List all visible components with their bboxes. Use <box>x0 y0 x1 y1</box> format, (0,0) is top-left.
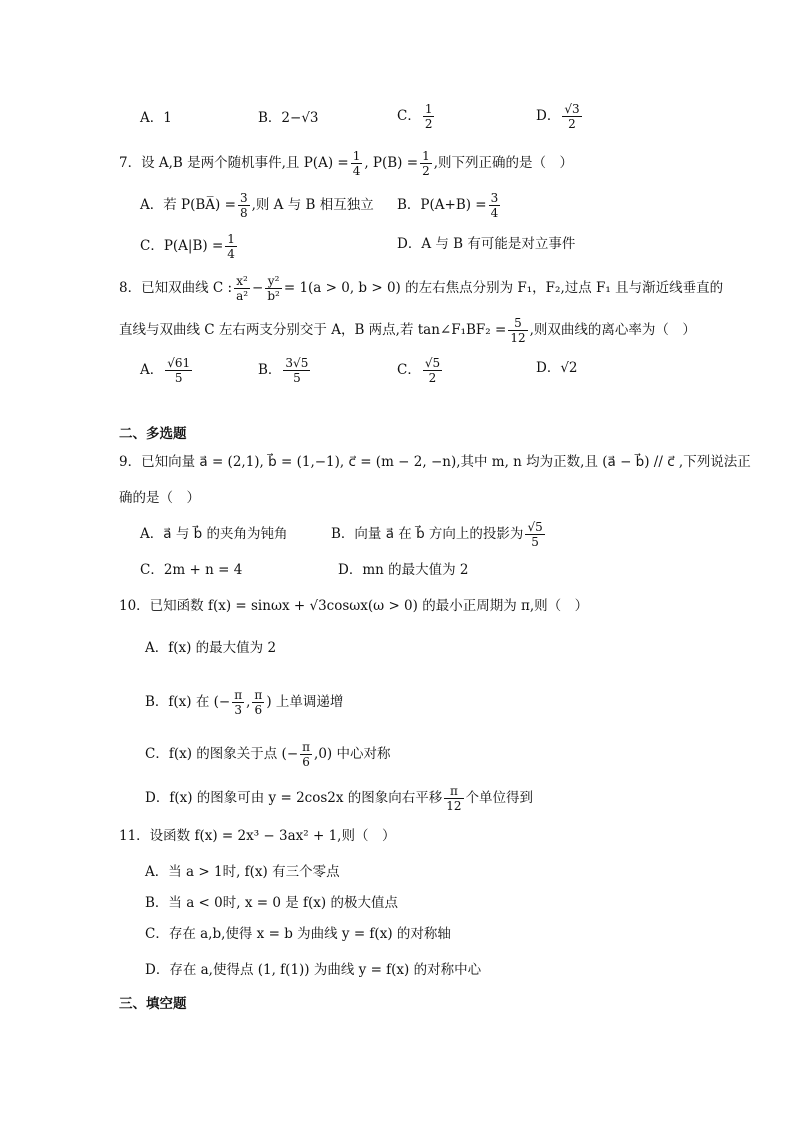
q9-option-b-text: B．向量 a⃗ 在 b⃗ 方向上的投影为 <box>331 526 524 542</box>
numerator: x² <box>234 274 250 289</box>
numerator: y² <box>265 274 282 289</box>
q8-stem2-part-a: 直线与双曲线 C 左右两支分别交于 A，B 两点,若 tan∠F₁BF₂ = <box>119 322 507 338</box>
numerator: 5 <box>508 316 527 331</box>
section-heading-fill-in-blank: 三、填空题 <box>119 996 187 1012</box>
denominator: 6 <box>302 755 310 769</box>
q7-stem-part-b: , P(B) = <box>364 155 419 171</box>
q7-option-a <box>140 191 374 220</box>
numerator: π <box>302 740 311 754</box>
q6-option-c <box>397 102 436 131</box>
q7-option-a-tail: ,则 A 与 B 相互独立 <box>251 197 374 213</box>
q10-option-d-pre: D．f(x) 的图象可由 y = 2cos2x 的图象向右平移 <box>145 790 443 806</box>
numerator: √3 <box>564 102 580 116</box>
q7-option-d: D．A 与 B 有可能是对立事件 <box>397 236 576 252</box>
q10-option-c-post: ,0) 中心对称 <box>314 746 391 762</box>
q6-option-a: A．1 <box>140 110 172 126</box>
fraction <box>265 274 282 303</box>
denominator: 8 <box>239 206 248 220</box>
q8-option-b-label: B． <box>258 362 282 378</box>
numerator: π <box>444 784 463 799</box>
q10-stem: 10．已知函数 f(x) = sinωx + √3cosωx(ω > 0) 的最小正周期为 π,则（ ） <box>119 598 589 614</box>
denominator: 4 <box>352 164 361 178</box>
q9-option-c: C．2m + n = 4 <box>140 562 243 578</box>
numerator: π <box>234 688 243 702</box>
denominator: 2 <box>428 371 437 385</box>
denominator: 2 <box>568 117 576 131</box>
fraction <box>508 316 527 345</box>
q8-stem1-part-a: 8．已知双曲线 C : <box>119 280 233 296</box>
q8-option-b <box>258 356 312 385</box>
q7-option-b-text: B．P(A+B) = <box>397 197 487 213</box>
denominator: 5 <box>531 535 539 549</box>
numerator: 1 <box>227 232 235 246</box>
q8-option-a <box>140 356 194 385</box>
q7-option-c-text: C．P(A|B) = <box>140 238 224 254</box>
numerator: 3√5 <box>285 356 309 370</box>
numerator: √5 <box>527 520 543 534</box>
fraction <box>232 688 244 717</box>
q6-option-c-label: C． <box>397 108 421 124</box>
q8-option-c <box>397 356 444 385</box>
q7-option-b <box>397 191 502 220</box>
q10-option-a: A．f(x) 的最大值为 2 <box>145 640 277 656</box>
fraction <box>525 520 544 549</box>
q8-option-a-label: A． <box>140 362 164 378</box>
denominator: 12 <box>510 331 526 345</box>
q7-stem <box>119 149 573 178</box>
q8-option-d: D．√2 <box>536 360 578 376</box>
q11-option-d: D．存在 a,使得点 (1, f(1)) 为曲线 y = f(x) 的对称中心 <box>145 962 482 978</box>
q11-option-b: B．当 a < 0时, x = 0 是 f(x) 的极大值点 <box>145 895 398 911</box>
q10-option-c-pre: C．f(x) 的图象关于点 (− <box>145 746 299 762</box>
denominator: 3 <box>234 703 242 717</box>
q9-stem-line2: 确的是（ ） <box>119 490 200 506</box>
q11-option-c: C．存在 a,b,使得 x = b 为曲线 y = f(x) 的对称轴 <box>145 926 451 942</box>
q9-option-b <box>331 520 547 549</box>
q9-stem-line1: 9．已知向量 a⃗ = (2,1), b⃗ = (1,−1), c⃗ = (m − 2, −n),其中 m, n 均为正数,且 (a⃗ − b⃗) // c⃗ ,下列说法正 <box>119 454 751 470</box>
fraction <box>234 274 250 303</box>
fraction <box>423 356 442 385</box>
fraction <box>283 356 310 385</box>
q11-stem: 11．设函数 f(x) = 2x³ − 3ax² + 1,则（ ） <box>119 828 396 844</box>
q10-option-d <box>145 784 533 813</box>
denominator: 12 <box>446 799 462 813</box>
fraction <box>225 232 237 261</box>
numerator: √61 <box>167 356 191 370</box>
numerator: 1 <box>352 149 361 163</box>
denominator: a² <box>236 289 249 303</box>
numerator: 1 <box>422 149 430 163</box>
q8-stem-line1: 8．已知双曲线 C : $\frac{\text{x²}}{\text{a²}}$ − $\frac{\text{y²}}{\text{b²}}$ = 1(a > 0, b > 0) 的左右焦点分别为 F₁，F₂,过点 F₁ 且与渐近线垂直的 <box>119 274 724 303</box>
q7-stem-part-c: ,则下列正确的是（ ） <box>433 155 573 171</box>
q10-option-b-mid: , <box>246 694 251 710</box>
q10-option-d-post: 个单位得到 <box>465 790 534 806</box>
fraction <box>165 356 192 385</box>
fraction <box>420 149 432 178</box>
q8-stem2-part-b: ,则双曲线的离心率为（ ） <box>529 322 696 338</box>
q8-stem-line2 <box>119 316 696 345</box>
numerator: √5 <box>424 356 441 370</box>
q9-option-a: A．a⃗ 与 b⃗ 的夹角为钝角 <box>140 526 288 542</box>
denominator: 5 <box>293 371 301 385</box>
q6-option-d <box>536 102 584 131</box>
fraction <box>423 102 435 131</box>
numerator: π <box>254 688 263 702</box>
denominator: 2 <box>424 117 433 131</box>
fraction <box>238 191 250 220</box>
q7-stem-part-a: 7．设 A,B 是两个随机事件,且 P(A) = <box>119 155 349 171</box>
q9-option-d: D．mn 的最大值为 2 <box>338 562 469 578</box>
q10-option-b-pre: B．f(x) 在 (− <box>145 694 231 710</box>
denominator: 4 <box>490 206 499 220</box>
q11-option-a: A．当 a > 1时, f(x) 有三个零点 <box>145 864 340 880</box>
fraction <box>562 102 581 131</box>
section-heading-multiple-choice: 二、多选题 <box>119 426 187 442</box>
denominator: 2 <box>422 164 430 178</box>
q10-option-b <box>145 688 343 717</box>
q7-option-a-text: A．若 P(BA̅) = <box>140 197 236 213</box>
denominator: 6 <box>254 703 263 717</box>
denominator: b² <box>267 289 280 303</box>
q7-option-c <box>140 232 239 261</box>
q6-option-b: B．2−√3 <box>258 110 319 126</box>
numerator: 3 <box>239 191 248 205</box>
fraction <box>252 688 264 717</box>
denominator: 5 <box>174 371 183 385</box>
q8-stem1-part-b: = 1(a > 0, b > 0) 的左右焦点分别为 F₁，F₂,过点 F₁ 且与渐近线垂直的 <box>283 280 724 296</box>
q8-option-c-label: C． <box>397 362 421 378</box>
fraction <box>489 191 501 220</box>
fraction <box>351 149 363 178</box>
q10-option-b-post: ) 上单调递增 <box>266 694 344 710</box>
numerator: 1 <box>424 102 433 116</box>
q6-option-d-label: D． <box>536 108 561 124</box>
fraction <box>300 740 312 769</box>
numerator: 3 <box>490 191 499 205</box>
q10-option-c <box>145 740 390 769</box>
denominator: 4 <box>227 247 235 261</box>
fraction <box>444 784 463 813</box>
